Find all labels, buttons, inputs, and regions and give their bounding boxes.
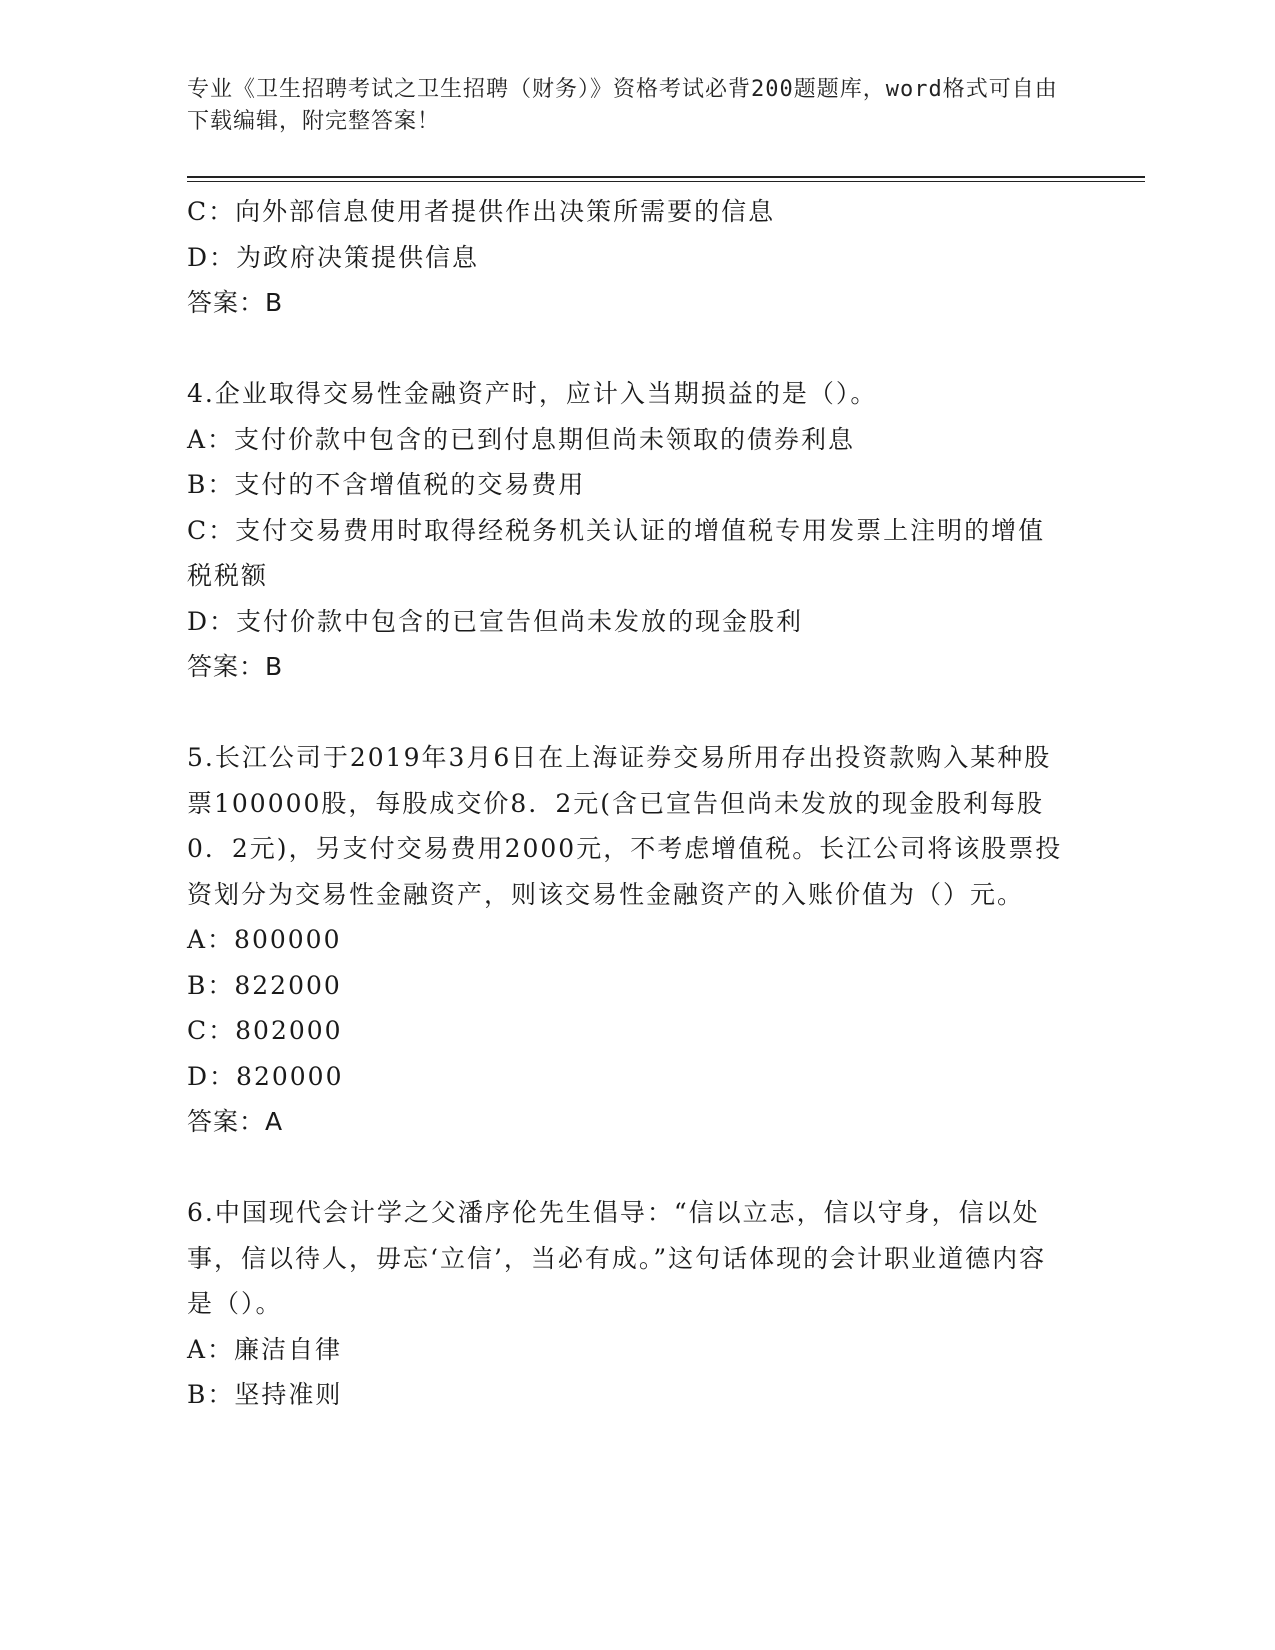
spacer bbox=[187, 326, 1067, 372]
question-fragment bbox=[187, 189, 1067, 326]
question-stem: 6.中国现代会计学之父潘序伦先生倡导：“信以立志，信以守身，信以处事，信以待人，毋忘‘立信’，当必有成。”这句话体现的会计职业道德内容是（）。 bbox=[187, 1198, 1047, 1318]
answer-line: 答案：B bbox=[187, 652, 284, 681]
question-6 bbox=[187, 1190, 1067, 1418]
spacer bbox=[187, 690, 1067, 736]
option-b: B：坚持准则 bbox=[187, 1380, 343, 1409]
header-rule bbox=[187, 176, 1145, 178]
option-a: A：支付价款中包含的已到付息期但尚未领取的债券利息 bbox=[187, 424, 856, 454]
question-stem: 4.企业取得交易性金融资产时，应计入当期损益的是（）。 bbox=[187, 379, 878, 408]
option-b: B：822000 bbox=[187, 970, 342, 1000]
question-stem: 5.长江公司于2019年3月6日在上海证券交易所用存出投资款购入某种股票100000股，每股成交价8．2元(含已宣告但尚未发放的现金股利每股0．2元)，另支付交易费用2000元，不考虑增值税。长江公司将该股票投资划分为交易性金融资产，则该交易性金融资产的入账价值为（）元。 bbox=[187, 743, 1063, 909]
document-body bbox=[187, 189, 1067, 1418]
option-d: D：820000 bbox=[187, 1061, 344, 1091]
option-a: A：廉洁自律 bbox=[187, 1334, 343, 1364]
option-d: D：支付价款中包含的已宣告但尚未发放的现金股利 bbox=[187, 606, 804, 636]
question-5 bbox=[187, 735, 1067, 1145]
option-c: C：向外部信息使用者提供作出决策所需要的信息 bbox=[187, 197, 776, 226]
spacer bbox=[187, 1145, 1067, 1191]
option-c: C：支付交易费用时取得经税务机关认证的增值税专用发票上注明的增值税税额 bbox=[187, 515, 1046, 590]
header-rule-secondary bbox=[187, 181, 1145, 182]
answer-line: 答案：A bbox=[187, 1107, 284, 1136]
option-d: D：为政府决策提供信息 bbox=[187, 242, 480, 272]
document-header: 专业《卫生招聘考试之卫生招聘（财务）》资格考试必背200题题库，word格式可自由下载编辑，附完整答案！ bbox=[187, 77, 1058, 134]
option-c: C：802000 bbox=[187, 1016, 343, 1045]
option-b: B：支付的不含增值税的交易费用 bbox=[187, 470, 586, 499]
question-4 bbox=[187, 371, 1067, 690]
answer-line: 答案：B bbox=[187, 288, 284, 317]
option-a: A：800000 bbox=[187, 925, 342, 954]
